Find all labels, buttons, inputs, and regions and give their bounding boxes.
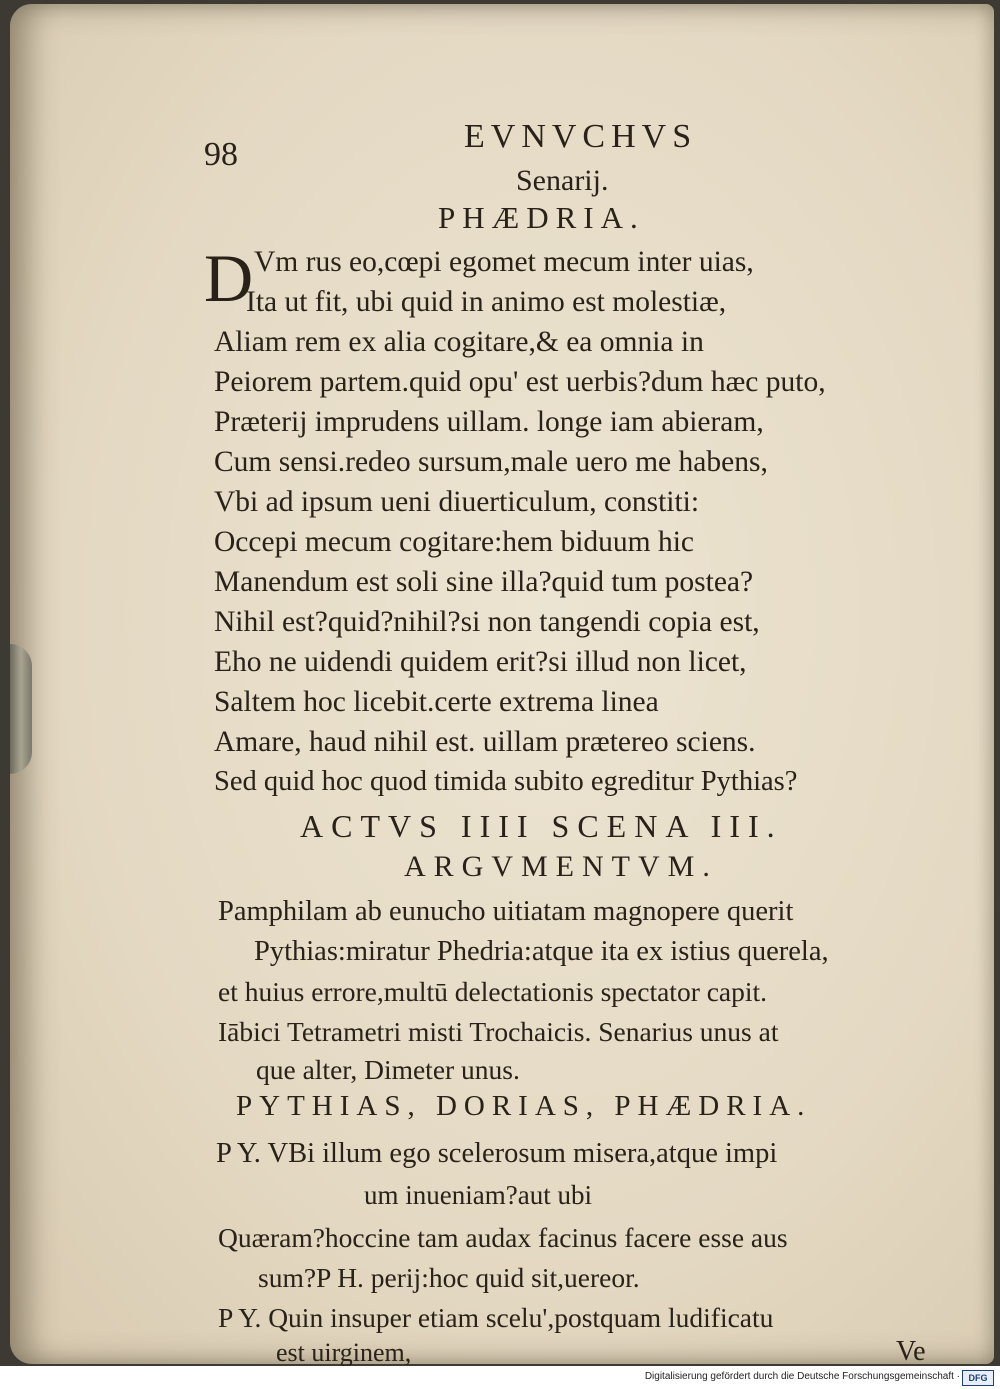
verse-line: Saltem hoc licebit.certe extrema linea — [214, 686, 659, 718]
dialogue-line: sum?P H. perij:hoc quid sit,uereor. — [258, 1262, 640, 1293]
dialogue-line: P Y. Quin insuper etiam scelu',postquam ludificatu — [218, 1302, 774, 1333]
dfg-logo-icon: DFG — [962, 1370, 994, 1386]
verse-line: Vm rus eo,cœpi egomet mecum inter uias, — [254, 246, 754, 278]
verse-line: Manendum est soli sine illa?quid tum postea? — [214, 566, 754, 598]
dialogue-line: um inueniam?aut ubi — [364, 1180, 592, 1210]
speakers-heading: PYTHIAS, DORIAS, PHÆDRIA. — [236, 1090, 812, 1122]
argument-line: et huius errore,multū delectationis spectator capit. — [218, 976, 768, 1007]
verse-line: Eho ne uidendi quidem erit?si illud non licet, — [214, 646, 747, 678]
verse-line: Occepi mecum cogitare:hem biduum hic — [214, 526, 695, 558]
footer-credit: Digitalisierung gefördert durch die Deutsche Forschungsgemeinschaft · — [644, 1371, 960, 1382]
catchword: Ve — [896, 1336, 926, 1366]
running-head: EVNVCHVS — [464, 118, 698, 155]
page-number: 98 — [204, 136, 238, 173]
verse-line: Nihil est?quid?nihil?si non tangendi copia est, — [214, 606, 760, 638]
argument-line: Pythias:miratur Phedria:atque ita ex istius querela, — [254, 936, 829, 967]
verse-line: Præterij imprudens uillam. longe iam abieram, — [214, 406, 764, 438]
speaker-heading: PHÆDRIA. — [438, 200, 645, 235]
argument-line: que alter, Dimeter unus. — [256, 1054, 520, 1085]
footer-bar — [0, 1366, 1000, 1389]
dialogue-line: Quæram?hoccine tam audax facinus facere esse aus — [218, 1222, 788, 1253]
dialogue-line: P Y. VBi illum ego scelerosum misera,atque impi — [216, 1138, 778, 1169]
verse-line: Amare, haud nihil est. uillam prætereo sciens. — [214, 726, 756, 758]
act-heading: ACTVS IIII SCENA III. — [300, 808, 783, 844]
drop-cap: D — [204, 240, 254, 316]
verse-line: Aliam rem ex alia cogitare,& ea omnia in — [214, 326, 704, 358]
verse-line: Sed quid hoc quod timida subito egreditur Pythias? — [214, 766, 798, 797]
argument-line: Iābici Tetrametri misti Trochaicis. Senarius unus at — [218, 1016, 779, 1047]
verse-line: Ita ut fit, ubi quid in animo est molestiæ, — [246, 286, 727, 318]
argument-line: Pamphilam ab eunucho uitiatam magnopere querit — [218, 896, 794, 927]
verse-line: Vbi ad ipsum ueni diuerticulum, constiti: — [214, 486, 700, 518]
verse-line: Peiorem partem.quid opu' est uerbis?dum hæc puto, — [214, 366, 826, 398]
spine-clasp — [10, 644, 32, 774]
dialogue-line: est uirginem, — [276, 1338, 412, 1366]
verse-line: Cum sensi.redeo sursum,male uero me habens, — [214, 446, 768, 478]
argumentum-heading: ARGVMENTVM. — [404, 850, 718, 883]
meter-label: Senarij. — [516, 164, 609, 197]
